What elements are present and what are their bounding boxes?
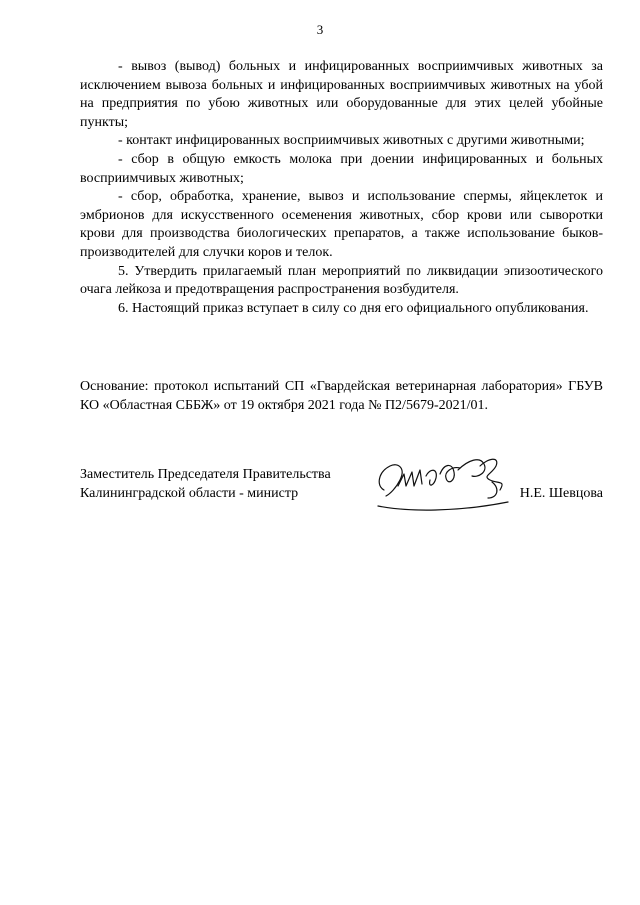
order-body [80, 58, 603, 318]
paragraph-restriction-contact: - контакт инфицированных восприимчивых животных с другими животными; [118, 133, 585, 149]
page-number: 3 [316, 22, 324, 37]
paragraph-restriction-removal: - вывоз (вывод) больных и инфицированных восприимчивых животных за исключением вывоза больных и инфицированных восприимчивых животных на убой на предприятия по убою животных или оборудованные для этих целей убойные пункты; [80, 59, 603, 130]
signature-block [80, 466, 603, 546]
basis-note: Основание: протокол испытаний СП «Гвардейская ветеринарная лаборатория» ГБУВ КО «Областная СББЖ» от 19 октября 2021 года № П2/5679-2021/01. [80, 379, 603, 413]
signer-title [80, 466, 370, 503]
signer-title-line-1: Заместитель Председателя Правительства [80, 467, 331, 482]
handwritten-signature [368, 446, 528, 526]
signer-name: Н.Е. Шевцова [519, 485, 603, 501]
signer-title-line-2: Калининградской области - министр [80, 485, 299, 501]
paragraph-item-5: 5. Утвердить прилагаемый план мероприятий по ликвидации эпизоотического очага лейкоза и предотвращения распространения возбудителя. [80, 263, 603, 298]
paragraph-restriction-milk: - сбор в общую емкость молока при доении инфицированных и больных восприимчивых животных; [80, 151, 603, 186]
paragraph-restriction-breeding: - сбор, обработка, хранение, вывоз и использование спермы, яйцеклеток и эмбрионов для искусственного осеменения животных, сбор крови или сыворотки крови для производства биологических препаратов, а также использование быков-производителей для случки коров и телок. [80, 189, 603, 260]
paragraph-item-6: 6. Настоящий приказ вступает в силу со дня его официального опубликования. [118, 300, 589, 316]
